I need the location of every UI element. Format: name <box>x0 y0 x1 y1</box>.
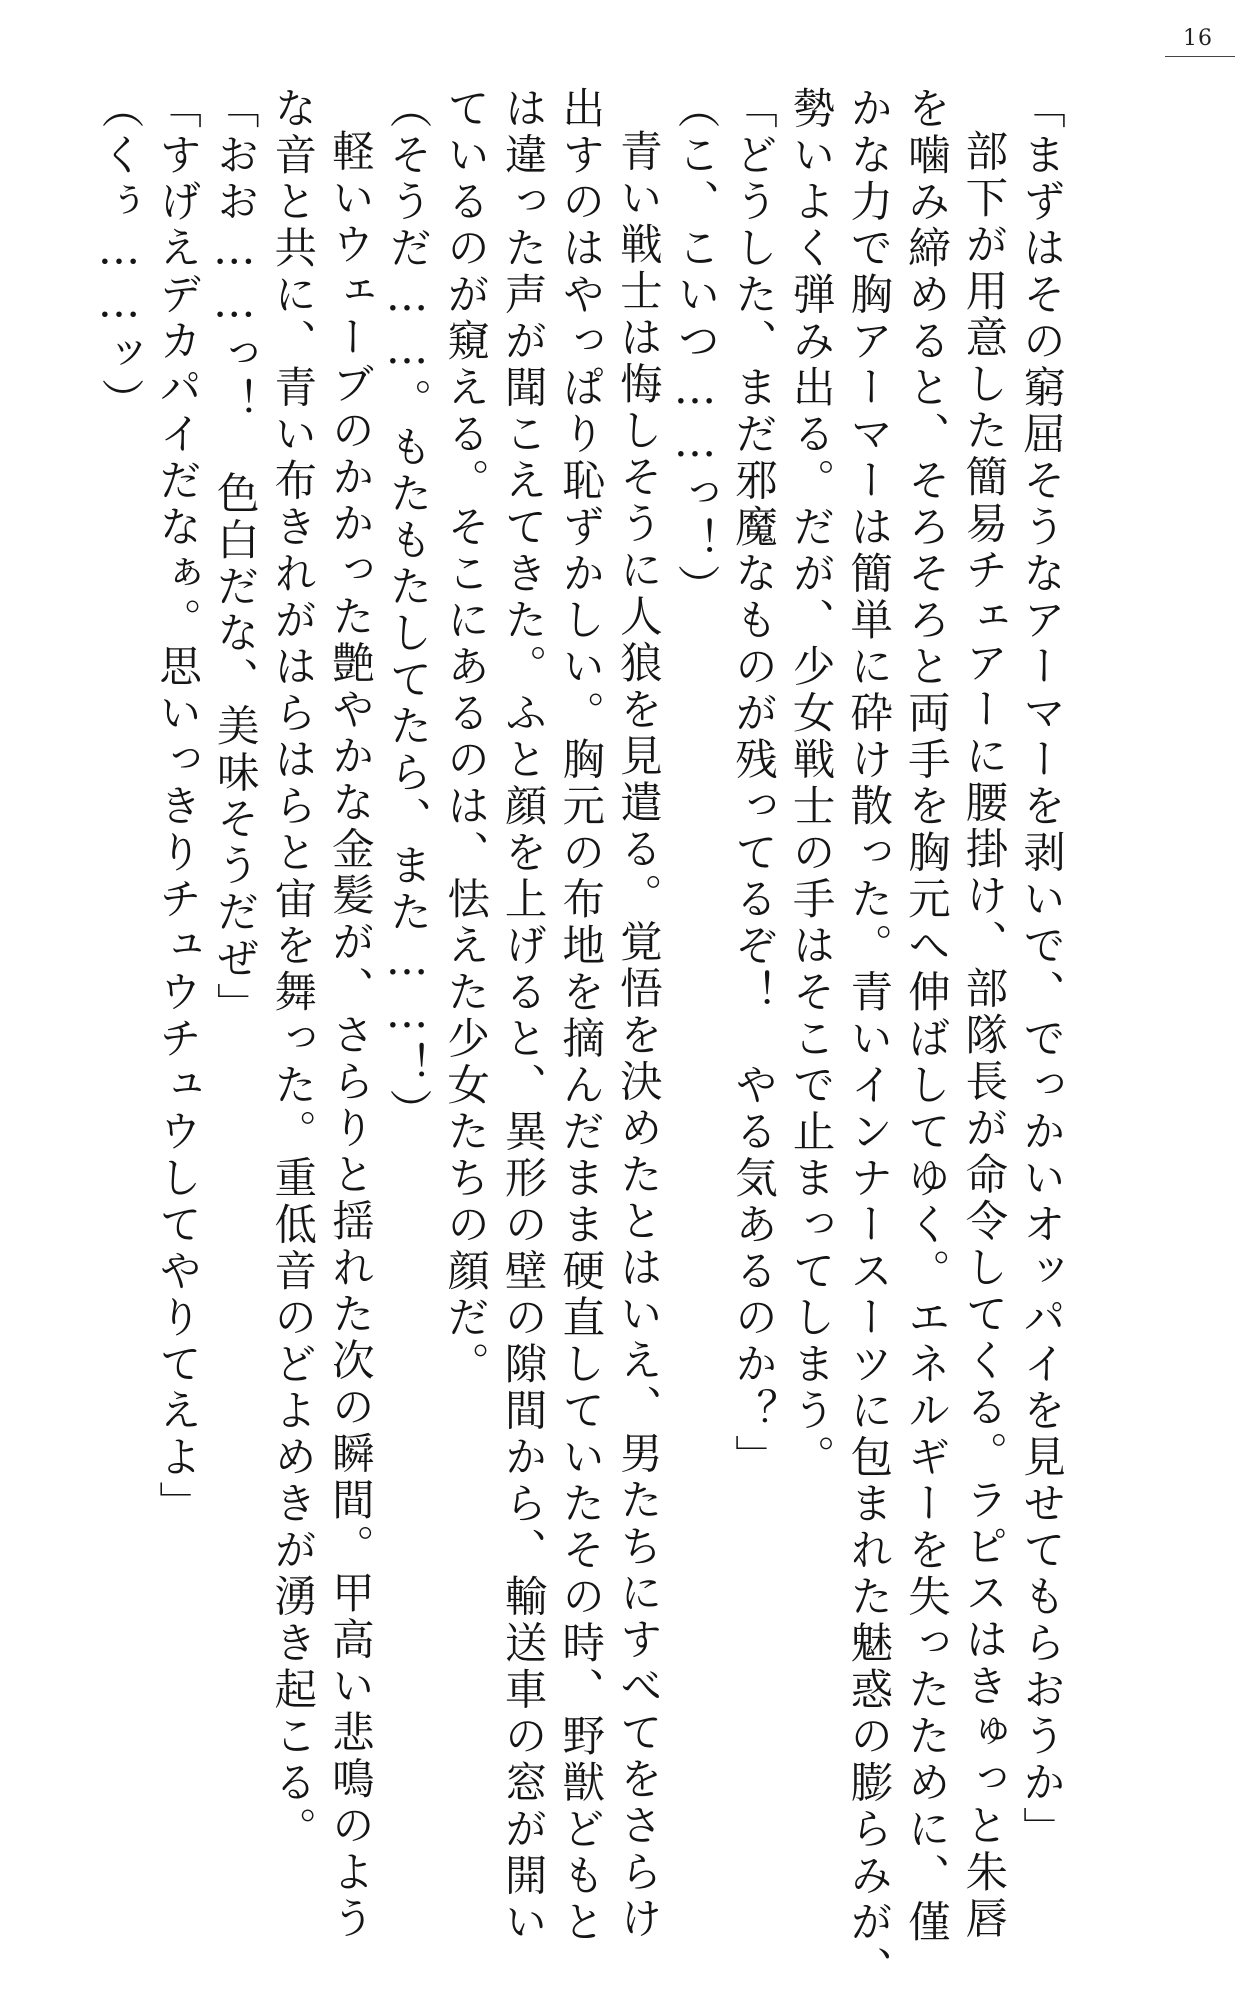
text-line: 「すげえデカパイだなぁ。思いっきりチュウチュウしてやりてえよ」 <box>152 86 202 1528</box>
page-number: 16 <box>1183 26 1213 51</box>
text-line: 青い戦士は悔しそうに人狼を見遣る。覚悟を決めたとはいえ、男たちにすべてをさらけ <box>612 128 662 1942</box>
text-line: を噛み締めると、そろそろと両手を胸元へ伸ばしてゆく。エネルギーを失ったために、僅 <box>900 86 950 1946</box>
text-line: 「どうした、まだ邪魔なものが残ってるぞ！ やる気あるのか？」 <box>728 86 778 1481</box>
text-line: （こ、こいつ……っ！） <box>670 86 720 611</box>
text-line: （そうだ……。もたもたしてたら、また……！） <box>382 86 432 1135</box>
text-line: （くぅ……ッ） <box>94 86 144 425</box>
text-line: な音と共に、青い布きれがはらはらと宙を舞った。重低音のどよめきが湧き起こる。 <box>267 86 317 1853</box>
text-line: かな力で胸アーマーは簡単に砕け散った。青いインナースーツに包まれた魅惑の膨らみが、 <box>843 86 893 1993</box>
vertical-text-body <box>90 86 1069 1993</box>
text-line: 軽いウェーブのかかった艶やかな金髪が、さらりと揺れた次の瞬間。甲高い悲鳴のよう <box>324 128 374 1942</box>
text-line: ているのが窺える。そこにあるのは、怯えた少女たちの顔だ。 <box>440 86 490 1388</box>
text-line: 勢いよく弾み出る。だが、少女戦士の手はそこで止まってしまう。 <box>785 86 835 1481</box>
page-number-rule <box>1165 56 1235 57</box>
text-line: は違った声が聞こえてきた。ふと顔を上げると、異形の壁の隙間から、輸送車の窓が開い <box>497 86 547 1946</box>
text-line: 「まずはその窮屈そうなアーマーを剥いで、でっかいオッパイを見せてもらおうか」 <box>1016 86 1065 1853</box>
text-line: 「おお……っ！ 色白だな、美味そうだぜ」 <box>209 86 259 1029</box>
text-line: 出すのはやっぱり恥ずかしい。胸元の布地を摘んだまま硬直していたその時、野獣どもと <box>555 86 605 1946</box>
text-line: 部下が用意した簡易チェアーに腰掛け、部隊長が命令してくる。ラピスはきゅっと朱唇 <box>958 128 1008 1942</box>
